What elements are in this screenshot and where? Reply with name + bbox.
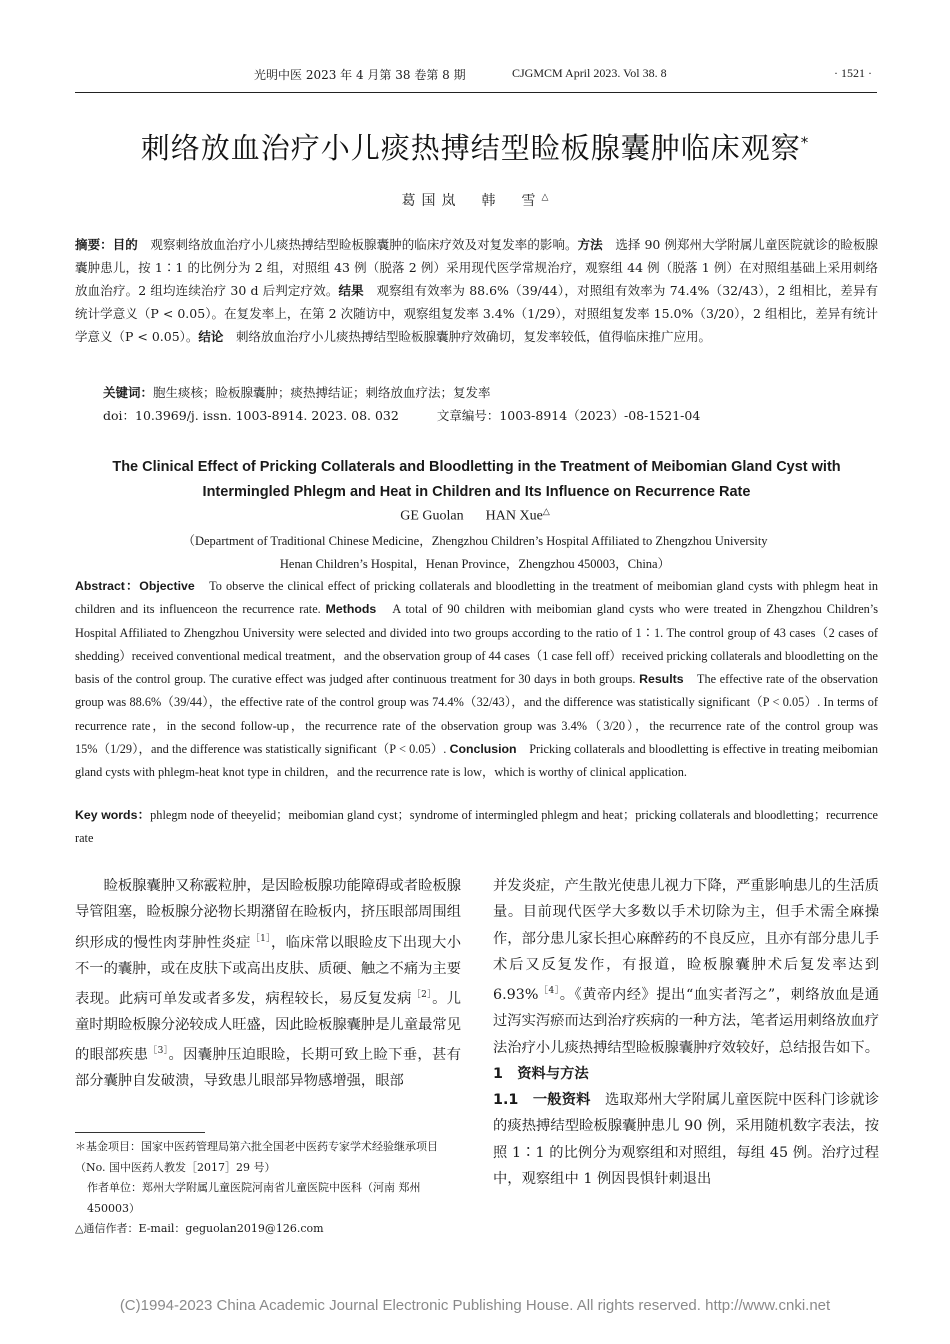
article-number: 文章编号：1003-8914（2023）-08-1521-04	[436, 408, 701, 423]
keywords-cn-text: 胞生痰核；睑板腺囊肿；痰热搏结证；刺络放血疗法；复发率	[153, 385, 491, 400]
abstract-cn-conclusion-label: 结论	[198, 329, 224, 344]
title-footnote-mark: *	[800, 133, 810, 152]
abstract-en-results: The effective rate of the observation group was 88.6%（39/44），the effective rate of the control group was 74.4%（32/43），and the difference was statistically significant（P < 0.05）. In terms of recurrence rate，in the second follow-up，the recurrence rate of the observation group was 3.4%（3/20），the recurrence rate of the control group was 15%（1/29），and the difference was statistically significant（P < 0.05）.	[75, 672, 878, 757]
abstract-en-conclusion-label: Conclusion	[449, 742, 517, 757]
citation-ref-4[interactable]: ［4］	[538, 986, 560, 997]
body-column-right	[493, 873, 879, 1192]
subsection-1-1-text: 选取郑州大学附属儿童医院中医科门诊就诊的痰热搏结型睑板腺囊肿患儿 90 例，采用随机数字表法，按照 1∶1 的比例分为观察组和对照组，每组 45 例。治疗过程中，观察组中 1 例因畏惧针刺退出	[493, 1092, 879, 1188]
keywords-cn	[103, 382, 878, 404]
footnote-corresponding: △通信作者：E-mail：geguolan2019@126.com	[75, 1222, 324, 1235]
footnotes	[75, 1137, 461, 1240]
body-left-text-a: 睑板腺囊肿又称霰粒肿，是因睑板腺功能障碍或者睑板腺导管阻塞，睑板腺分泌物长期潴留在睑板内，挤压眼部周围组织形成的慢性肉芽肿性炎症	[75, 878, 462, 951]
citation-ref-1[interactable]: ［1］	[250, 933, 271, 944]
doi-line	[103, 405, 878, 427]
paper-title-text: 刺络放血治疗小儿痰热搏结型睑板腺囊肿临床观察	[140, 131, 801, 165]
authors-cn	[0, 190, 950, 210]
citation-ref-3[interactable]: ［3］	[148, 1046, 169, 1057]
author-en-1: GE Guolan	[400, 508, 464, 524]
affiliation-en	[0, 530, 950, 576]
doi[interactable]: doi：10.3969/j. issn. 1003-8914. 2023. 08. 032	[103, 408, 399, 423]
abstract-en-label: Abstract：Objective	[75, 579, 195, 593]
paper-title-en	[75, 455, 878, 505]
keywords-en-label: Key words：	[75, 808, 151, 822]
abstract-cn-results: 观察组有效率为 88.6%（39/44），对照组有效率为 74.4%（32/43），2 组相比，差异有统计学意义（P < 0.05）。在复发率上，在第 2 次随访中，观察组复发率 3.4%（1/29），对照组复发率 15.0%（3/20），2 组相比，差异有统计学意义（P < 0.05）。	[75, 283, 878, 344]
body-paragraph	[75, 873, 461, 1095]
affiliation-en-line1: （Department of Traditional Chinese Medicine，Zhengzhou Children’s Hospital Affiliated to Zhengzhou University	[182, 534, 768, 548]
abstract-en-methods-label: Methods	[325, 602, 377, 617]
page-number: · 1521 ·	[834, 66, 872, 80]
running-head-journal-cn: 光明中医 2023 年 4 月第 38 卷第 8 期	[254, 68, 466, 82]
abstract-cn-objective: 观察刺络放血治疗小儿痰热搏结型睑板腺囊肿的临床疗效及对复发率的影响。	[137, 237, 578, 252]
author-en-2: HAN Xue	[485, 508, 543, 524]
abstract-en-objective: To observe the clinical effect of pricking collaterals and bloodletting in the treatment of meibomian gland cysts with phlegm heat in children and its influenceon the recurrence rate.	[75, 579, 878, 617]
section-heading-1: 1 资料与方法	[493, 1065, 589, 1082]
abstract-cn	[75, 233, 878, 348]
body-column-left	[75, 873, 461, 1095]
citation-ref-2[interactable]: ［2］	[411, 989, 433, 1000]
authors-cn-text: 葛国岚 韩 雪	[401, 193, 542, 209]
footnote-fund: ＊基金项目：国家中医药管理局第六批全国老中医药专家学术经验继承项目（No. 国中医药人教发［2017］29 号）	[75, 1140, 438, 1174]
footnote-unit: 作者单位：郑州大学附属儿童医院河南省儿童医院中医科（河南 郑州 450003）	[87, 1181, 421, 1215]
abstract-cn-label: 摘要：目的	[75, 237, 138, 252]
abstract-en-methods: A total of 90 children with meibomian gland cysts who were treated in Zhengzhou Children’s Hospital Affiliated to Zhengzhou University were selected and divided into two groups according to the ratio of 1∶1. The control group of 43 cases（2 cases of shedding）received conventional medical treatment，and the observation group of 44 cases（1 case fell off）received pricking collaterals and bloodletting on the basis of the control group. The curative effect was judged after continuous treatment for 30 days in both groups.	[75, 602, 878, 687]
author-en-mark: △	[542, 506, 550, 516]
keywords-en	[75, 804, 878, 850]
paper-title-en-line2: Intermingled Phlegm and Heat in Children and Its Influence on Recurrence Rate	[202, 484, 751, 500]
body-right-text-a: 并发炎症，产生散光使患儿视力下降，严重影响患儿的生活质量。目前现代医学大多数以手术切除为主，但手术需全麻操作，部分患儿家长担心麻醉药的不良反应，且亦有部分患儿手术后又反复发作，有报道，睑板腺囊肿术后复发率达到 6.93%	[493, 878, 880, 1003]
copyright-watermark: (C)1994-2023 China Academic Journal Electronic Publishing House. All rights reserved. http://www.cnki.net	[119, 1297, 831, 1314]
running-head-journal-en: CJGMCM April 2023. Vol 38. 8	[512, 66, 667, 80]
abstract-cn-conclusion: 刺络放血治疗小儿痰热搏结型睑板腺囊肿疗效确切，复发率较低，值得临床推广应用。	[223, 329, 711, 344]
subsection-1-1	[493, 1087, 879, 1192]
abstract-en	[75, 575, 878, 785]
body-left-text-b: ，临床常以眼睑皮下出现大小不一的囊肿，或在皮肤下或高出皮肤、质硬、触之不痛为主要表现。此病可单发或者多发，病程较长，易反复发病	[75, 934, 462, 1007]
paper-title	[0, 126, 950, 167]
body-right-text-b: 。《黄帝内经》提出“血实者泻之”，刺络放血是通过泻实泻瘀而达到治疗疾病的一种方法，笔者运用刺络放血疗法治疗小儿痰热搏结型睑板腺囊肿疗效较好，总结报告如下。	[493, 986, 880, 1056]
body-left-text-d: 。因囊肿压迫眼睑，长期可致上睑下垂，甚有部分囊肿自发破溃，导致患儿眼部异物感增强，眼部	[75, 1047, 461, 1090]
abstract-en-conclusion: Pricking collaterals and bloodletting is effective in treating meibomian gland cysts with phlegm-heat knot type in children，and the recurrence rate is low，which is worthy of clinical application.	[75, 742, 878, 780]
abstract-en-results-label: Results	[639, 672, 684, 687]
keywords-en-text: phlegm node of theeyelid；meibomian gland cyst；syndrome of intermingled phlegm and heat；pricking collaterals and bloodletting；recurrence rate	[75, 808, 879, 845]
body-paragraph	[493, 873, 879, 1061]
authors-en	[0, 506, 950, 525]
paper-title-en-line1: The Clinical Effect of Pricking Collaterals and Bloodletting in the Treatment of Meibomian Gland Cyst with	[112, 459, 841, 475]
abstract-cn-methods-label: 方法	[577, 237, 603, 252]
abstract-cn-results-label: 结果	[338, 283, 364, 298]
affiliation-en-line2: Henan Children’s Hospital，Henan Province，Zhengzhou 450003，China）	[279, 557, 671, 571]
header-rule	[75, 92, 877, 93]
running-head	[0, 66, 950, 94]
subsection-heading-1-1: 1.1 一般资料	[493, 1092, 591, 1109]
body-left-text-c: 。儿童时期睑板腺分泌较成人旺盛，因此睑板腺囊肿是儿童最常见的眼部疾患	[75, 990, 462, 1064]
corresponding-mark: △	[541, 192, 549, 203]
abstract-cn-methods: 选择 90 例郑州大学附属儿童医院就诊的睑板腺囊肿患儿，按 1∶1 的比例分为 2 组，对照组 43 例（脱落 2 例）采用现代医学常规治疗，观察组 44 例（脱落 1 例）在对照组基础上采用刺络放血治疗。2 组均连续治疗 30 d 后判定疗效。	[75, 237, 878, 298]
keywords-cn-label: 关键词：	[103, 385, 154, 400]
footnote-rule	[75, 1132, 205, 1133]
